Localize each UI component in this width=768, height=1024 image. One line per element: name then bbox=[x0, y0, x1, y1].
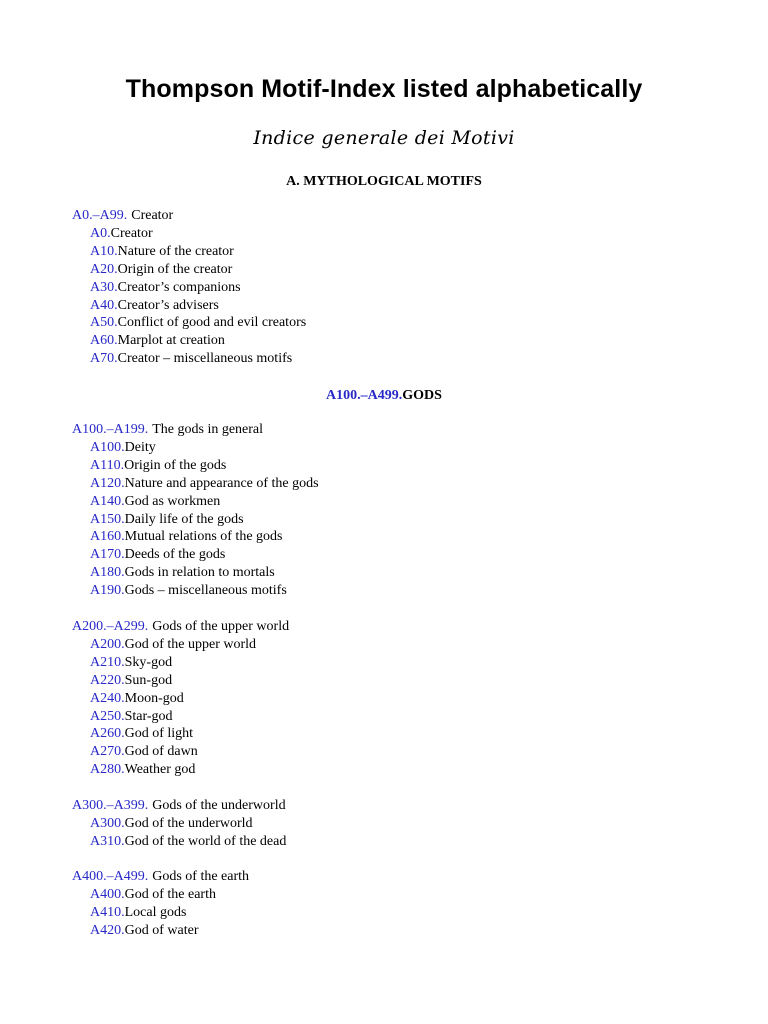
section-heading-gods bbox=[0, 387, 768, 405]
motif-label: Deity bbox=[124, 439, 156, 455]
motif-label: God as workmen bbox=[124, 493, 221, 509]
section-heading-label: GODS bbox=[402, 388, 442, 403]
motif-list-item bbox=[72, 886, 249, 904]
motif-code-link[interactable]: A140. bbox=[90, 493, 125, 509]
motif-label: Mutual relations of the gods bbox=[124, 529, 283, 545]
motif-range-link[interactable]: A200.–A299. bbox=[72, 619, 149, 634]
motif-label: Creator’s companions bbox=[117, 279, 241, 295]
motif-list-item bbox=[72, 636, 289, 654]
motif-list-item bbox=[72, 922, 249, 940]
motif-group-label: Gods of the underworld bbox=[152, 798, 286, 813]
motif-group-a100-a199 bbox=[72, 421, 319, 600]
motif-label: Daily life of the gods bbox=[124, 511, 244, 527]
motif-list-item bbox=[72, 279, 306, 297]
motif-code-link[interactable]: A250. bbox=[90, 708, 125, 724]
motif-label: God of the world of the dead bbox=[124, 833, 287, 849]
motif-list-item bbox=[72, 332, 306, 350]
motif-code-link[interactable]: A420. bbox=[90, 922, 125, 938]
motif-group-header bbox=[72, 207, 306, 225]
motif-code-link[interactable]: A40. bbox=[90, 297, 118, 313]
motif-label: Sun-god bbox=[124, 672, 173, 688]
motif-label: Creator bbox=[110, 225, 153, 241]
motif-label: Gods – miscellaneous motifs bbox=[124, 583, 287, 599]
motif-label: Gods in relation to mortals bbox=[124, 565, 275, 581]
motif-label: Nature of the creator bbox=[117, 243, 234, 259]
motif-range-link[interactable]: A400.–A499. bbox=[72, 869, 149, 884]
motif-list-item bbox=[72, 743, 289, 761]
motif-code-link[interactable]: A150. bbox=[90, 511, 125, 527]
motif-list-item bbox=[72, 725, 289, 743]
motif-list-item bbox=[72, 564, 319, 582]
motif-code-link[interactable]: A170. bbox=[90, 547, 125, 563]
motif-code-link[interactable]: A0. bbox=[90, 225, 111, 241]
motif-list-item bbox=[72, 314, 306, 332]
motif-list-item bbox=[72, 582, 319, 600]
motif-list-item bbox=[72, 511, 319, 529]
motif-list-item bbox=[72, 761, 289, 779]
motif-list-item bbox=[72, 457, 319, 475]
motif-group-a200-a299 bbox=[72, 618, 289, 779]
motif-group-label: Creator bbox=[131, 208, 174, 223]
motif-list-item bbox=[72, 493, 319, 511]
motif-group-label: The gods in general bbox=[152, 422, 264, 437]
motif-label: Local gods bbox=[124, 904, 187, 920]
motif-group-header bbox=[72, 421, 319, 439]
motif-list-item bbox=[72, 815, 286, 833]
motif-label: God of water bbox=[124, 922, 199, 938]
motif-code-link[interactable]: A20. bbox=[90, 261, 118, 277]
section-range-link[interactable]: A100.–A499. bbox=[326, 388, 403, 403]
motif-code-link[interactable]: A410. bbox=[90, 904, 125, 920]
motif-code-link[interactable]: A70. bbox=[90, 351, 118, 367]
motif-group-label: Gods of the earth bbox=[152, 869, 250, 884]
motif-code-link[interactable]: A280. bbox=[90, 762, 125, 778]
motif-label: God of the upper world bbox=[124, 636, 257, 652]
motif-label: Deeds of the gods bbox=[124, 547, 226, 563]
motif-code-link[interactable]: A10. bbox=[90, 243, 118, 259]
motif-label: Conflict of good and evil creators bbox=[117, 315, 307, 331]
motif-group-header bbox=[72, 868, 249, 886]
motif-group-a400-a499 bbox=[72, 868, 249, 940]
motif-group-a0-a99 bbox=[72, 207, 306, 368]
motif-list-item bbox=[72, 654, 289, 672]
motif-group-a300-a399 bbox=[72, 797, 286, 851]
motif-code-link[interactable]: A120. bbox=[90, 475, 125, 491]
motif-list-item bbox=[72, 690, 289, 708]
section-heading-mythological-motifs: A. MYTHOLOGICAL MOTIFS bbox=[286, 174, 482, 189]
motif-range-link[interactable]: A100.–A199. bbox=[72, 422, 149, 437]
motif-label: Creator – miscellaneous motifs bbox=[117, 351, 293, 367]
motif-list-item bbox=[72, 243, 306, 261]
motif-label: Creator’s advisers bbox=[117, 297, 219, 313]
motif-list-item bbox=[72, 546, 319, 564]
motif-code-link[interactable]: A60. bbox=[90, 333, 118, 349]
motif-label: Moon-god bbox=[124, 690, 184, 706]
motif-label: God of dawn bbox=[124, 744, 198, 760]
motif-label: Weather god bbox=[124, 762, 196, 778]
motif-list-item bbox=[72, 904, 249, 922]
motif-code-link[interactable]: A270. bbox=[90, 744, 125, 760]
motif-list-item bbox=[72, 439, 319, 457]
motif-code-link[interactable]: A50. bbox=[90, 315, 118, 331]
motif-label: Star-god bbox=[124, 708, 173, 724]
motif-label: Origin of the gods bbox=[124, 457, 227, 473]
motif-list-item bbox=[72, 261, 306, 279]
document-title: Thompson Motif-Index listed alphabetically bbox=[125, 75, 643, 103]
motif-code-link[interactable]: A240. bbox=[90, 690, 125, 706]
motif-group-header bbox=[72, 797, 286, 815]
motif-list-item bbox=[72, 528, 319, 546]
motif-label: Sky-god bbox=[124, 654, 173, 670]
motif-list-item bbox=[72, 225, 306, 243]
motif-code-link[interactable]: A220. bbox=[90, 672, 125, 688]
motif-range-link[interactable]: A300.–A399. bbox=[72, 798, 149, 813]
motif-list-item bbox=[72, 708, 289, 726]
motif-label: Nature and appearance of the gods bbox=[124, 475, 319, 491]
motif-range-link[interactable]: A0.–A99. bbox=[72, 208, 128, 223]
motif-code-link[interactable]: A200. bbox=[90, 636, 125, 652]
motif-code-link[interactable]: A300. bbox=[90, 815, 125, 831]
motif-code-link[interactable]: A310. bbox=[90, 833, 125, 849]
motif-label: Marplot at creation bbox=[117, 333, 225, 349]
motif-code-link[interactable]: A100. bbox=[90, 439, 125, 455]
motif-label: God of light bbox=[124, 726, 194, 742]
document-subtitle: Indice generale dei Motivi bbox=[253, 127, 515, 149]
motif-group-header bbox=[72, 618, 289, 636]
motif-list-item bbox=[72, 672, 289, 690]
motif-group-label: Gods of the upper world bbox=[152, 619, 290, 634]
motif-code-link[interactable]: A210. bbox=[90, 654, 125, 670]
motif-code-link[interactable]: A160. bbox=[90, 529, 125, 545]
motif-list-item bbox=[72, 475, 319, 493]
motif-list-item bbox=[72, 350, 306, 368]
motif-label: Origin of the creator bbox=[117, 261, 233, 277]
motif-code-link[interactable]: A190. bbox=[90, 583, 125, 599]
motif-code-link[interactable]: A30. bbox=[90, 279, 118, 295]
motif-code-link[interactable]: A400. bbox=[90, 886, 125, 902]
motif-label: God of the underworld bbox=[124, 815, 253, 831]
motif-code-link[interactable]: A110. bbox=[90, 457, 125, 473]
motif-code-link[interactable]: A180. bbox=[90, 565, 125, 581]
motif-list-item bbox=[72, 833, 286, 851]
motif-list-item bbox=[72, 297, 306, 315]
motif-label: God of the earth bbox=[124, 886, 216, 902]
motif-code-link[interactable]: A260. bbox=[90, 726, 125, 742]
